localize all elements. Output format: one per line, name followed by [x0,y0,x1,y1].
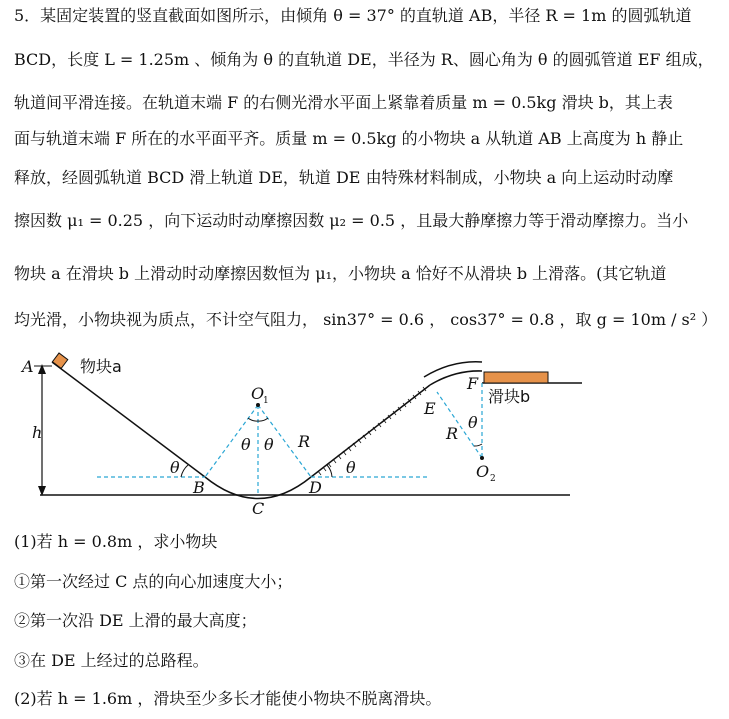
problem-line: BCD，长度 L = 1.25m 、倾角为 θ 的直轨道 DE，半径为 R、圆心角为 θ 的圆弧管道 EF 组成， [14,50,714,69]
physics-figure [0,340,729,525]
problem-line: 轨道间平滑连接。在轨道末端 F 的右侧光滑水平面上紧靠着质量 m = 0.5kg 滑块 b，其上表 [14,93,673,112]
block-b [484,372,548,383]
label-o1: O [251,384,265,403]
question-1: (1)若 h = 0.8m ，求小物块 [14,532,218,551]
problem-line: 均光滑，小物块视为质点，不计空气阻力， sin37° = 0.6 ， cos37° = 0.8 ，取 g = 10m / s² ） [14,310,718,329]
label-c: C [252,499,265,518]
problem-line: 物块 a 在滑块 b 上滑动时动摩擦因数恒为 μ₁，小物块 a 恰好不从滑块 b 上滑落。(其它轨道 [14,264,667,283]
label-block-b: 滑块b [488,387,531,406]
label-o1-sub: 1 [263,396,269,406]
label-theta-o1-left: θ [241,435,251,454]
problem-line: 释放，经圆弧轨道 BCD 滑上轨道 DE，轨道 DE 由特殊材料制成，小物块 a 向上运动时动摩 [14,168,674,187]
block-a [52,353,67,368]
label-f: F [467,374,479,393]
angle-arc-o1-left [248,418,258,421]
track-ab [52,362,205,477]
label-block-a: 物块a [80,357,122,376]
label-h: h [32,423,43,442]
label-e: E [424,399,436,418]
angle-arc-b [181,465,188,477]
question-1-3: ③在 DE 上经过的总路程。 [14,651,209,670]
label-b: B [193,478,205,497]
label-theta-b: θ [170,458,180,477]
label-o2-sub: 2 [490,474,496,484]
label-r: R [298,432,311,451]
problem-line: 面与轨道末端 F 所在的水平面平齐。质量 m = 0.5kg 的小物块 a 从轨道 AB 上高度为 h 静止 [14,129,684,148]
track-diagram [0,340,729,525]
label-r2: R [446,424,459,443]
question-1-2: ②第一次沿 DE 上滑的最大高度； [14,611,257,630]
angle-arc-o2 [474,444,482,446]
label-theta-o2: θ [468,413,478,432]
question-2: (2)若 h = 1.6m ，滑块至少多长才能使小物块不脱离滑块。 [14,689,442,708]
label-d: D [309,478,322,497]
problem-line: 5．某固定装置的竖直截面如图所示，由倾角 θ = 37° 的直轨道 AB，半径 R = 1m 的圆弧轨道 [14,6,692,25]
label-o2: O [476,462,490,481]
label-a: A [22,357,34,376]
label-theta-o1-right: θ [264,435,274,454]
problem-line: 擦因数 μ₁ = 0.25 ，向下运动时动摩擦因数 μ₂ = 0.5 ，且最大静摩擦力等于滑动摩擦力。当小 [14,211,689,230]
label-theta-d: θ [346,458,356,477]
track-de [311,385,430,477]
angle-arc-o1-right [258,418,268,421]
point-o2 [480,456,484,460]
point-o1 [256,403,260,407]
question-1-1: ①第一次经过 C 点的向心加速度大小； [14,572,293,591]
